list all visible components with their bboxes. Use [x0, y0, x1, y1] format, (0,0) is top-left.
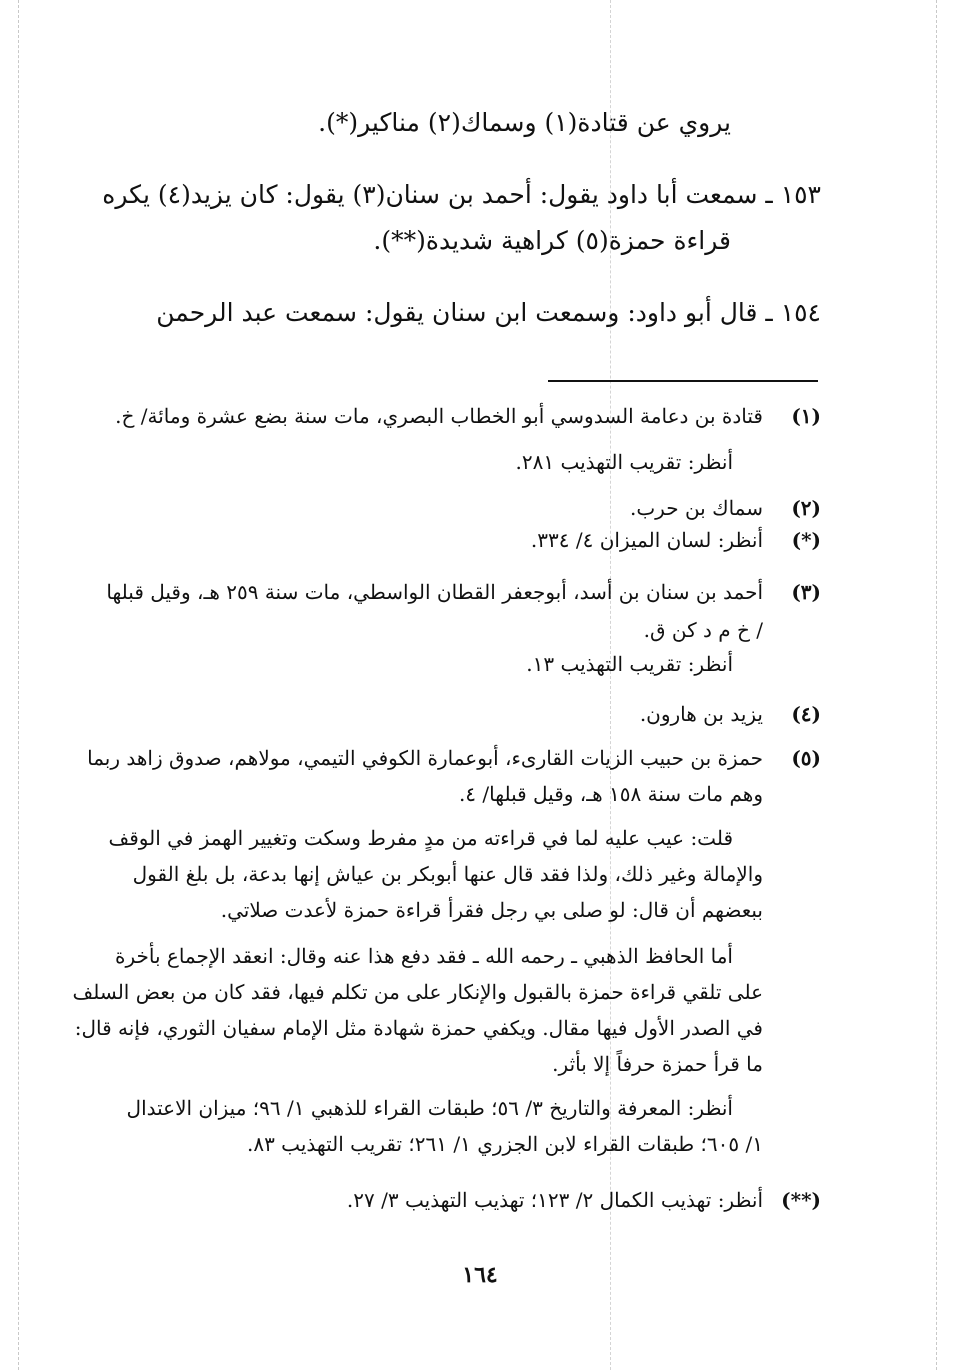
main-text-line: قراءة حمزة(٥) كراهية شديدة(**). — [373, 226, 731, 255]
footnote-line: يزيد بن هارون. — [639, 702, 763, 726]
scan-edge-line — [936, 0, 937, 1370]
footnote-marker: (*) — [791, 528, 821, 552]
footnote-marker: (٣) — [791, 580, 821, 604]
footnote-marker: (٢) — [791, 496, 821, 520]
footnote-line: ببعضهم أن قال: لو صلى بي رجل فقرأ قراءة حمزة لأعدت صلاتي. — [220, 898, 763, 922]
main-text-line: ١٥٤ ـ قال أبو داود: وسمعت ابن سنان يقول: سمعت عبد الرحمن — [156, 298, 821, 327]
footnote-line: في الصدر الأول فيها مقال. ويكفي حمزة شهادة مثل الإمام سفيان الثوري، فإنه قال: — [74, 1016, 763, 1040]
footnote-marker: (٤) — [791, 702, 821, 726]
footnote-line: حمزة بن حبيب الزيات القارىء، أبوعمارة الكوفي التيمي، مولاهم، صدوق زاهد ربما — [87, 746, 763, 770]
footnote-line: أنظر: تهذيب الكمال ٢/ ١٢٣؛ تهذيب التهذيب ٣/ ٢٧. — [346, 1188, 763, 1212]
footnote-line: أحمد بن سنان بن أسد، أبوجعفر القطان الواسطي، مات سنة ٢٥٩ هـ، وقيل قبلها — [106, 580, 763, 604]
footnote-line: أنظر: المعرفة والتاريخ ٣/ ٥٦؛ طبقات القراء للذهبي ١/ ٩٦؛ ميزان الاعتدال — [126, 1096, 733, 1120]
main-text-line: يروي عن قتادة(١) وسماك(٢) مناكير(*). — [318, 108, 731, 137]
footnote-line: أنظر: تقريب التهذيب ٢٨١. — [515, 450, 733, 474]
footnote-line: أنظر: تقريب التهذيب ١٣. — [526, 652, 733, 676]
scan-edge-line — [18, 0, 19, 1370]
footnote-line: والإمالة وغير ذلك، ولذا فقد قال عنها أبوبكر بن عياش إنها بدعة، بل بلغ القول — [132, 862, 763, 886]
footnote-line: قتادة بن دعامة السدوسي أبو الخطاب البصري، مات سنة بضع عشرة ومائة/ خ. — [115, 404, 763, 428]
footnote-marker: (١) — [791, 404, 821, 428]
footnote-separator — [548, 380, 818, 382]
footnote-marker: (٥) — [791, 746, 821, 770]
footnote-line: سماك بن حرب. — [630, 496, 763, 520]
footnote-line: ١/ ٦٠٥؛ طبقات القراء لابن الجزري ١/ ٢٦١؛ تقريب التهذيب ٨٣. — [246, 1132, 763, 1156]
page-number: ١٦٤ — [462, 1262, 498, 1288]
footnote-line: قلت: عيب عليه لما في قراءته من مدٍ مفرط وسكت وتغيير الهمز في الوقف — [108, 826, 733, 850]
footnote-line: أنظر: لسان الميزان ٤/ ٣٣٤. — [530, 528, 763, 552]
main-text-line: ١٥٣ ـ سمعت أبا داود يقول: أحمد بن سنان(٣) يقول: كان يزيد(٤) يكره — [102, 180, 821, 209]
footnote-line: وهم مات سنة ١٥٨ هـ، وقيل قبلها/ ٤. — [458, 782, 763, 806]
footnote-line: ما قرأ حمزة حرفاً إلا بأثر. — [552, 1052, 763, 1076]
footnote-line: / خ م د كن ق. — [643, 618, 763, 642]
footnote-marker: (**) — [781, 1188, 821, 1212]
footnote-line: على تلقي قراءة حمزة بالقبول والإنكار على من تكلم فيها، فقد كان من بعض السلف — [72, 980, 763, 1004]
footnote-line: أما الحافظ الذهبي ـ رحمه الله ـ فقد دفع هذا عنه وقال: انعقد الإجماع بأخرة — [115, 944, 733, 968]
